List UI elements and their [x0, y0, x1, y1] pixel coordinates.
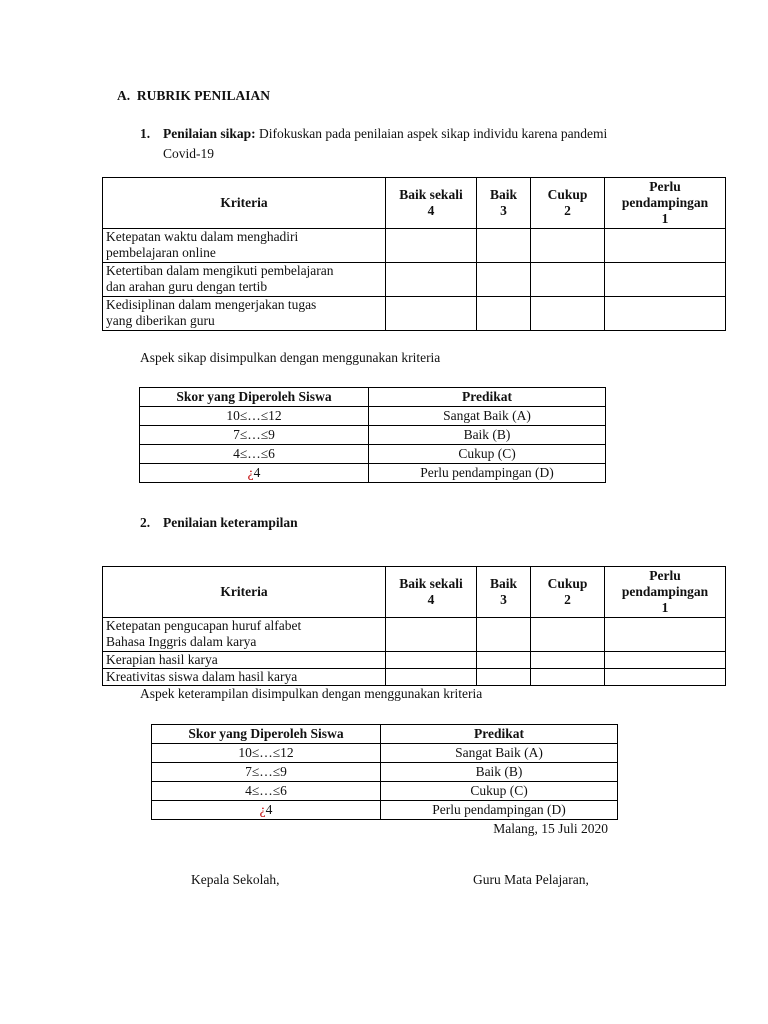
- score-cell: [477, 229, 531, 263]
- predicate-value: Sangat Baik (A): [381, 744, 618, 763]
- table-row: [103, 652, 726, 669]
- score-1-header: Perlu pendampingan 1: [605, 567, 726, 618]
- predicate-header-row: [140, 388, 606, 407]
- item1-text: [163, 126, 723, 142]
- section-title: RUBRIK PENILAIAN: [136, 88, 271, 103]
- table-row: [103, 263, 726, 297]
- score-range: 4≤…≤6: [140, 445, 369, 464]
- score-cell: [531, 297, 605, 331]
- score-cell: [605, 618, 726, 652]
- score-cell: [531, 229, 605, 263]
- predicate-value: Baik (B): [381, 763, 618, 782]
- table-row: [140, 407, 606, 426]
- predicate-table-keterampilan: [151, 724, 618, 820]
- table-row: [103, 618, 726, 652]
- criteria-cell: Ketepatan pengucapan huruf alfabet Bahasa Inggris dalam karya: [103, 618, 386, 652]
- score-cell: [477, 297, 531, 331]
- score-3-header: Baik 3: [477, 567, 531, 618]
- score-header: Skor yang Diperoleh Siswa: [140, 388, 369, 407]
- score-cell: [477, 669, 531, 686]
- score-4-header: Baik sekali 4: [386, 178, 477, 229]
- score-range: 7≤…≤9: [152, 763, 381, 782]
- section-heading: [117, 88, 270, 104]
- item1-label: Penilaian sikap:: [163, 126, 256, 141]
- conclusion-sikap: Aspek sikap disimpulkan dengan menggunakan kriteria: [140, 350, 441, 365]
- conclusion-keterampilan: Aspek keterampilan disimpulkan dengan menggunakan kriteria: [140, 686, 483, 701]
- score-cell: [386, 618, 477, 652]
- table-row: [103, 669, 726, 686]
- score-range: 10≤…≤12: [152, 744, 381, 763]
- score-cell: [477, 652, 531, 669]
- section-letter: A.: [117, 88, 131, 103]
- predicate-value: Sangat Baik (A): [369, 407, 606, 426]
- table-row: [152, 801, 618, 820]
- score-cell: [386, 229, 477, 263]
- table-row: [152, 763, 618, 782]
- score-range: ¿4: [152, 801, 381, 820]
- score-cell: [477, 263, 531, 297]
- principal-label: Kepala Sekolah,: [191, 872, 280, 887]
- criteria-cell: Ketertiban dalam mengikuti pembelajaran dan arahan guru dengan tertib: [103, 263, 386, 297]
- score-cell: [531, 669, 605, 686]
- predicate-value: Perlu pendampingan (D): [381, 801, 618, 820]
- score-cell: [605, 263, 726, 297]
- rubric-table-sikap: [102, 177, 726, 331]
- score-cell: [605, 229, 726, 263]
- score-cell: [386, 297, 477, 331]
- criteria-header: Kriteria: [103, 567, 386, 618]
- score-4-header: Baik sekali 4: [386, 567, 477, 618]
- predicate-value: Cukup (C): [369, 445, 606, 464]
- predicate-value: Cukup (C): [381, 782, 618, 801]
- score-cell: [386, 669, 477, 686]
- score-range: 4≤…≤6: [152, 782, 381, 801]
- predicate-table-sikap: [139, 387, 606, 483]
- rubric-table-keterampilan: [102, 566, 726, 686]
- table-row: [103, 229, 726, 263]
- score-glyph: ¿: [259, 802, 266, 817]
- score-3-header: Baik 3: [477, 178, 531, 229]
- score-range: 10≤…≤12: [140, 407, 369, 426]
- criteria-header: Kriteria: [103, 178, 386, 229]
- score-header: Skor yang Diperoleh Siswa: [152, 725, 381, 744]
- item2-number: 2.: [140, 515, 151, 530]
- rubric-header-row: [103, 567, 726, 618]
- score-cell: [477, 618, 531, 652]
- rubric-header-row: [103, 178, 726, 229]
- table-row: [140, 464, 606, 483]
- table-row: [152, 744, 618, 763]
- table-row: [140, 426, 606, 445]
- predicate-header: Predikat: [369, 388, 606, 407]
- predicate-value: Perlu pendampingan (D): [369, 464, 606, 483]
- score-2-header: Cukup 2: [531, 178, 605, 229]
- score-cell: [531, 652, 605, 669]
- score-cell: [605, 669, 726, 686]
- criteria-cell: Kerapian hasil karya: [103, 652, 386, 669]
- score-2-header: Cukup 2: [531, 567, 605, 618]
- item1-text-line2: Covid-19: [163, 146, 215, 161]
- predicate-value: Baik (B): [369, 426, 606, 445]
- table-row: [140, 445, 606, 464]
- item1-text-line1: Difokuskan pada penilaian aspek sikap individu karena pandemi: [259, 126, 608, 141]
- score-cell: [386, 263, 477, 297]
- score-range: ¿4: [140, 464, 369, 483]
- predicate-header: Predikat: [381, 725, 618, 744]
- item2-label: Penilaian keterampilan: [163, 515, 298, 530]
- predicate-header-row: [152, 725, 618, 744]
- criteria-cell: Kreativitas siswa dalam hasil karya: [103, 669, 386, 686]
- score-cell: [605, 652, 726, 669]
- item1-number: 1.: [140, 126, 151, 141]
- score-cell: [386, 652, 477, 669]
- score-glyph: ¿: [247, 465, 254, 480]
- teacher-label: Guru Mata Pelajaran,: [473, 872, 589, 887]
- score-1-header: Perlu pendampingan 1: [605, 178, 726, 229]
- score-cell: [531, 263, 605, 297]
- place-date: Malang, 15 Juli 2020: [493, 821, 608, 836]
- score-cell: [531, 618, 605, 652]
- criteria-cell: Ketepatan waktu dalam menghadiri pembelajaran online: [103, 229, 386, 263]
- criteria-cell: Kedisiplinan dalam mengerjakan tugas yang diberikan guru: [103, 297, 386, 331]
- score-range: 7≤…≤9: [140, 426, 369, 445]
- table-row: [103, 297, 726, 331]
- score-cell: [605, 297, 726, 331]
- table-row: [152, 782, 618, 801]
